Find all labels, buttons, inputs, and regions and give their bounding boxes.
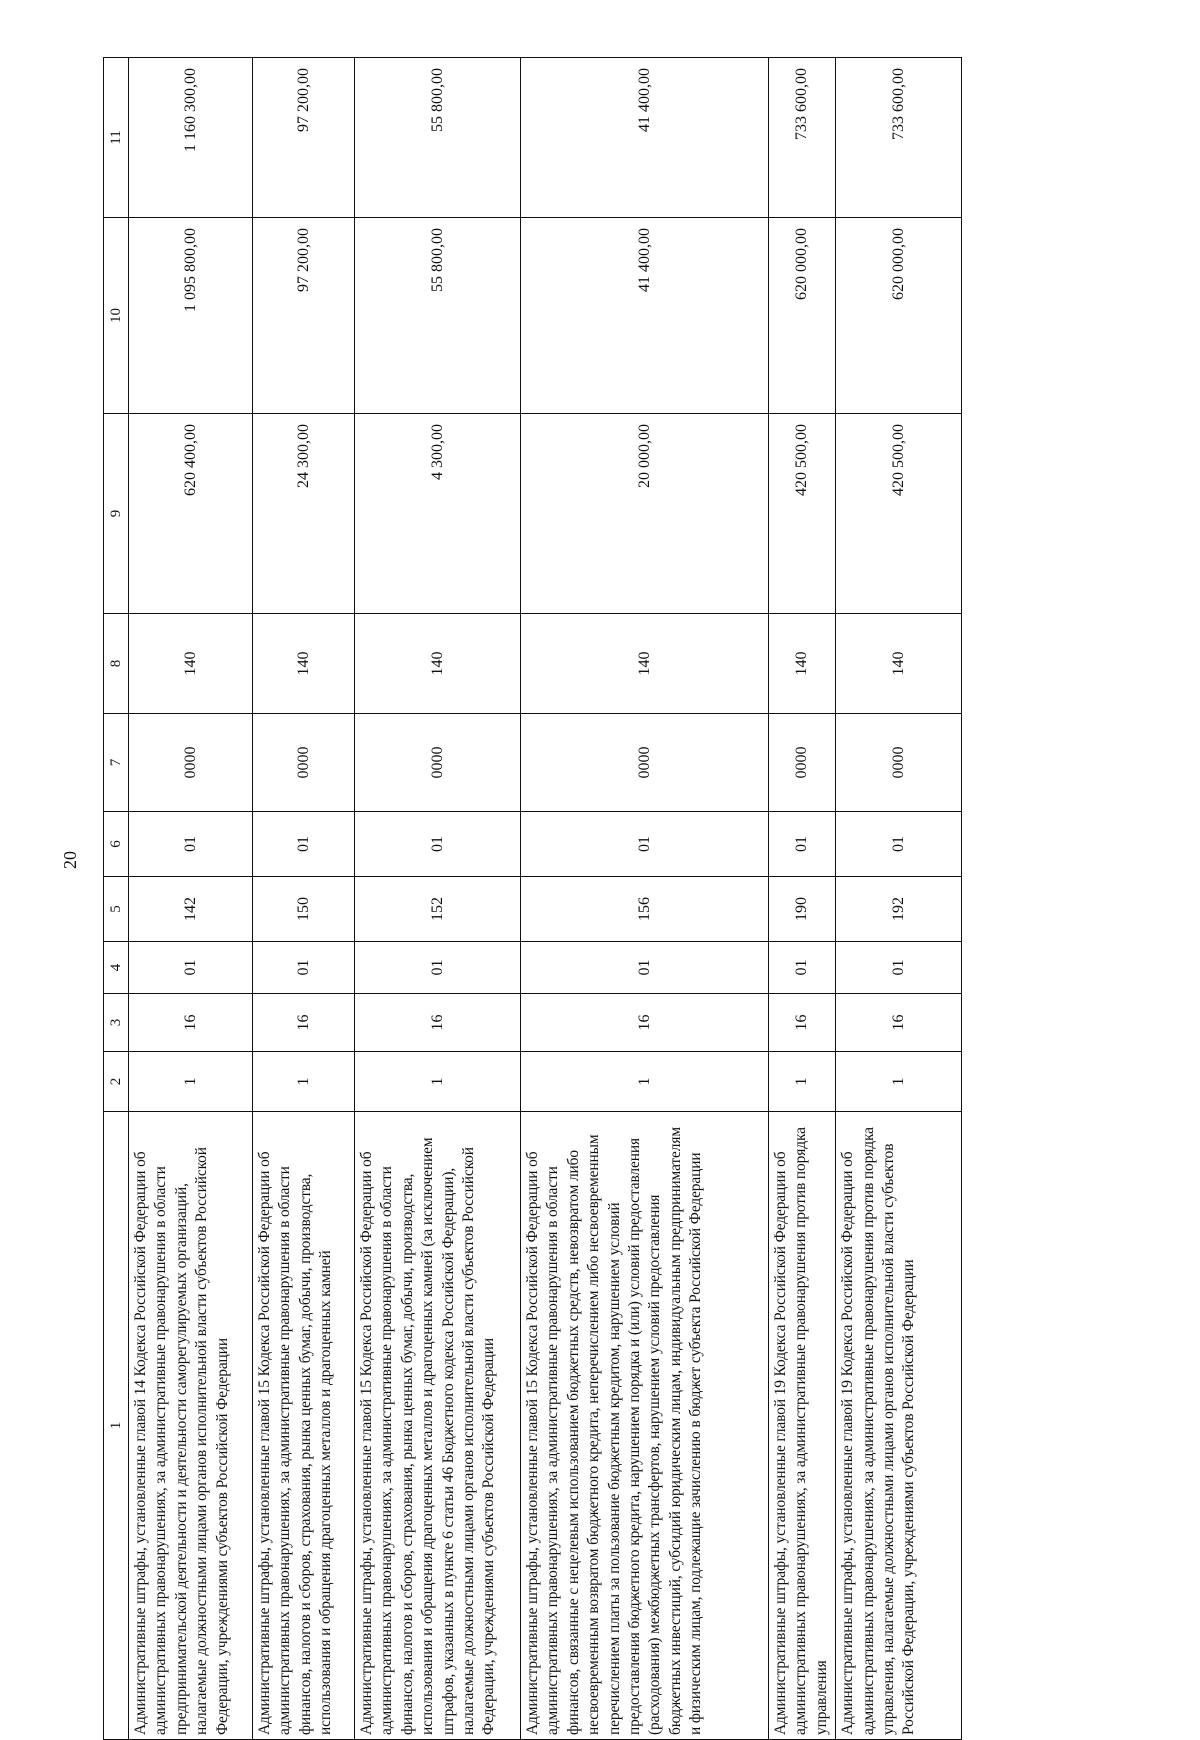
cell-col-3: 16 [355,994,521,1052]
cell-col-11: 55 800,00 [355,58,521,218]
cell-col-10: 620 000,00 [836,218,962,414]
cell-col-3: 16 [129,994,253,1052]
cell-col-4: 01 [521,942,769,994]
cell-col-5: 156 [521,877,769,942]
cell-col-11: 733 600,00 [769,58,836,218]
header-col-5: 5 [104,877,129,942]
header-col-10: 10 [104,218,129,414]
cell-col-4: 01 [253,942,355,994]
cell-col-2: 1 [253,1052,355,1112]
cell-col-5: 190 [769,877,836,942]
cell-col-8: 140 [253,614,355,714]
cell-col-7: 0000 [355,714,521,812]
revenue-table-rotated [103,58,953,1740]
cell-col-9: 620 400,00 [129,414,253,614]
cell-col-9: 4 300,00 [355,414,521,614]
cell-col-4: 01 [355,942,521,994]
cell-col-4: 01 [836,942,962,994]
cell-col-6: 01 [836,812,962,877]
cell-col-9: 24 300,00 [253,414,355,614]
cell-col-5: 152 [355,877,521,942]
cell-col-10: 41 400,00 [521,218,769,414]
cell-col-2: 1 [521,1052,769,1112]
header-col-3: 3 [104,994,129,1052]
table-row [769,58,836,1740]
cell-col-6: 01 [253,812,355,877]
cell-col-9: 420 500,00 [836,414,962,614]
cell-col-7: 0000 [836,714,962,812]
cell-col-8: 140 [521,614,769,714]
cell-col-10: 620 000,00 [769,218,836,414]
cell-col-9: 20 000,00 [521,414,769,614]
cell-col-2: 1 [355,1052,521,1112]
cell-col-10: 1 095 800,00 [129,218,253,414]
header-col-6: 6 [104,812,129,877]
cell-col-6: 01 [355,812,521,877]
cell-col-6: 01 [129,812,253,877]
row-description: Административные штрафы, установленные главой 14 Кодекса Российской Федерации об административных правонарушениях, за административные правонарушения в области предпринимательской деятельности и деятельности саморегулируемых организаций, налагаемые должностными лицами органов исполнительной власти субъектов Российской Федерации, учреждениями субъектов Российской Федерации [129,1112,253,1740]
table-row [521,58,769,1740]
cell-col-8: 140 [769,614,836,714]
cell-col-7: 0000 [521,714,769,812]
cell-col-6: 01 [521,812,769,877]
header-col-1: 1 [104,1112,129,1740]
row-description: Административные штрафы, установленные главой 19 Кодекса Российской Федерации об административных правонарушениях, за административные правонарушения против порядка управления, налагаемые должностными лицами органов исполнительной власти субъектов Российской Федерации, учреждениями субъектов Российской Федерации [836,1112,962,1740]
cell-col-2: 1 [129,1052,253,1112]
cell-col-2: 1 [836,1052,962,1112]
row-description: Административные штрафы, установленные главой 15 Кодекса Российской Федерации об административных правонарушениях, за административные правонарушения в области финансов, налогов и сборов, страхования, рынка ценных бумаг, добычи, производства, использования и обращения драгоценных металлов и драгоценных камней (за исключением штрафов, указанных в пункте 6 статьи 46 Бюджетного кодекса Российской Федерации), налагаемые должностными лицами органов исполнительной власти субъектов Российской Федерации, учреждениями субъектов Российской Федерации [355,1112,521,1740]
cell-col-7: 0000 [253,714,355,812]
cell-col-5: 142 [129,877,253,942]
table-row [253,58,355,1740]
cell-col-8: 140 [836,614,962,714]
cell-col-6: 01 [769,812,836,877]
header-col-8: 8 [104,614,129,714]
cell-col-4: 01 [129,942,253,994]
cell-col-10: 55 800,00 [355,218,521,414]
header-col-4: 4 [104,942,129,994]
cell-col-8: 140 [355,614,521,714]
row-description: Административные штрафы, установленные главой 15 Кодекса Российской Федерации об административных правонарушениях, за административные правонарушения в области финансов, налогов и сборов, страхования, рынка ценных бумаг, добычи, производства, использования и обращения драгоценных металлов и драгоценных камней [253,1112,355,1740]
cell-col-9: 420 500,00 [769,414,836,614]
header-col-2: 2 [104,1052,129,1112]
header-row [104,58,129,1740]
cell-col-11: 41 400,00 [521,58,769,218]
header-col-9: 9 [104,414,129,614]
revenue-table [103,57,962,1740]
row-description: Административные штрафы, установленные главой 19 Кодекса Российской Федерации об административных правонарушениях, за административные правонарушения против порядка управления [769,1112,836,1740]
cell-col-8: 140 [129,614,253,714]
header-col-11: 11 [104,58,129,218]
cell-col-3: 16 [769,994,836,1052]
cell-col-7: 0000 [769,714,836,812]
cell-col-4: 01 [769,942,836,994]
cell-col-5: 150 [253,877,355,942]
cell-col-3: 16 [836,994,962,1052]
table-row [355,58,521,1740]
cell-col-5: 192 [836,877,962,942]
cell-col-11: 733 600,00 [836,58,962,218]
header-col-7: 7 [104,714,129,812]
table-row [836,58,962,1740]
table-row [129,58,253,1740]
cell-col-10: 97 200,00 [253,218,355,414]
cell-col-2: 1 [769,1052,836,1112]
cell-col-11: 97 200,00 [253,58,355,218]
page-number: 20 [60,851,80,869]
cell-col-7: 0000 [129,714,253,812]
cell-col-3: 16 [253,994,355,1052]
cell-col-3: 16 [521,994,769,1052]
row-description: Административные штрафы, установленные главой 15 Кодекса Российской Федерации об административных правонарушениях, за административные правонарушения в области финансов, связанные с нецелевым использованием бюджетных средств, невозвратом либо несвоевременным возвратом бюджетного кредита, неперечислением либо несвоевременным перечислением платы за пользование бюджетным кредитом, нарушением условий предоставления бюджетного кредита, нарушением порядка и (или) условий предоставления (расходования) межбюджетных трансфертов, нарушением условий предоставления бюджетных инвестиций, субсидий юридическим лицам, индивидуальным предпринимателям и физическим лицам, подлежащие зачислению в бюджет субъекта Российской Федерации [521,1112,769,1740]
cell-col-11: 1 160 300,00 [129,58,253,218]
